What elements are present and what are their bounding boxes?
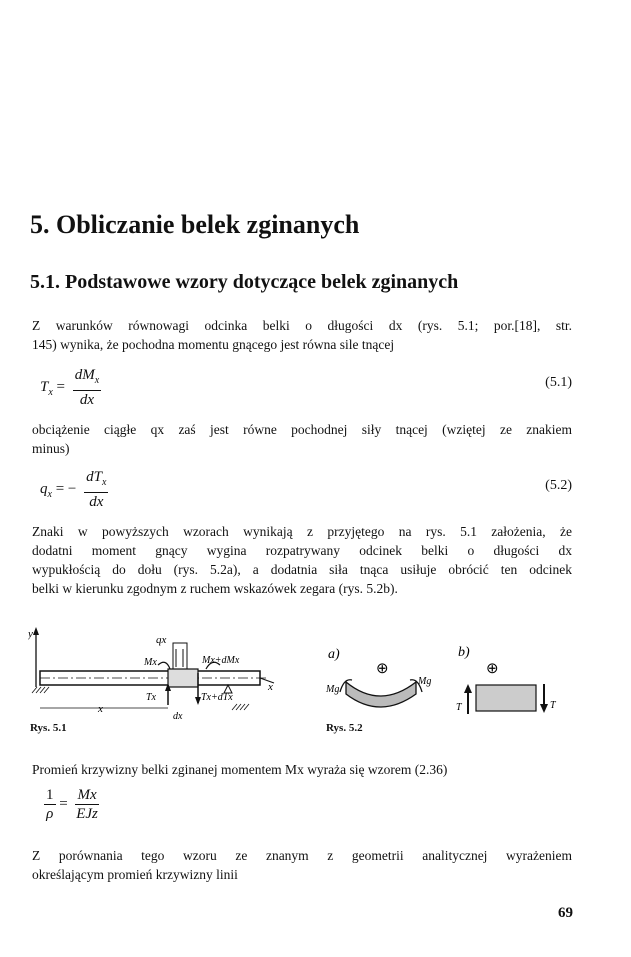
paragraph-3 [32, 522, 572, 598]
x-axis-label: x [268, 681, 273, 693]
eq-fraction [84, 468, 108, 511]
paragraph-1 [32, 316, 572, 354]
figure-5-1-caption: Rys. 5.1 [30, 722, 67, 734]
t-left-label: T [456, 702, 462, 713]
paragraph-4 [32, 760, 572, 779]
figure-5-2-caption: Rys. 5.2 [326, 722, 363, 734]
paragraph-line: Z porównania tego wzoru ze znanym z geometrii analitycznej wyrażeniem [32, 848, 572, 863]
qx-label: qx [156, 634, 167, 646]
tx-dtx-label: Tx+dTx [201, 692, 233, 703]
eq-lhs-sub: x [47, 488, 52, 500]
mx-label: Mx [144, 657, 157, 668]
equation-5-1: $T_x$ = $\frac{dM_x}{dx}$ [40, 367, 100, 408]
x-dimension-label: x [98, 703, 103, 715]
eq-lhs-sub: x [48, 386, 53, 398]
figure-5-2 [318, 640, 580, 720]
t-right-label: T [550, 700, 556, 711]
plus-sign-icon: ⊕ [376, 661, 389, 677]
eq-fraction [75, 786, 98, 823]
eq-denominator: EJz [76, 806, 98, 822]
y-axis-label: y [28, 628, 33, 640]
figure-5-1 [28, 625, 298, 725]
figure-a-label: a) [328, 647, 340, 662]
mg-right-label: Mg [418, 676, 432, 687]
eq-sign: = − [55, 480, 77, 497]
paragraph-line: Promień krzywizny belki zginanej momentem Mx wyraża się wzorem (2.36) [32, 762, 448, 777]
eq-denominator: dx [89, 494, 104, 510]
eq-denominator: dx [79, 392, 95, 408]
paragraph-line: obciążenie ciągłe qx zaś jest równe pochodnej siły tnącej (wziętej ze znakiem [32, 422, 572, 437]
equation-5-2 [40, 468, 108, 511]
equation-curvature: $\frac{1}{\rho}$ = $\frac{Mx}{\text{EJz}}$ [46, 787, 98, 822]
equation-number: (5.2) [545, 478, 572, 493]
paragraph-line: dodatni moment gnący wygina rozpatrywany odcinek belki o długości dx [32, 543, 572, 558]
mg-left-label: Mg [326, 684, 340, 695]
paragraph-line: Z warunków równowagi odcinka belki o długości dx (rys. 5.1; por.[18], str. [32, 318, 572, 333]
paragraph-line: wypukłością do dołu (rys. 5.2a), a dodatnia siła tnąca usiłuje obrócić ten odcinek [32, 562, 572, 577]
eq-numerator: Mx [77, 787, 97, 803]
plus-sign-icon: ⊕ [486, 661, 499, 677]
eq-fraction [44, 786, 56, 823]
eq-numerator: dM [74, 367, 95, 383]
equation-number: (5.1) [545, 375, 572, 390]
eq-denominator: ρ [46, 806, 54, 822]
eq-fraction [73, 366, 101, 409]
paragraph-line: Znaki w powyższych wzorach wynikają z przyjętego na rys. 5.1 założenia, że [32, 524, 572, 539]
mx-dmx-label: Mx+dMx [202, 655, 240, 666]
eq-numerator-sub: x [101, 477, 107, 488]
page-number: 69 [558, 905, 573, 921]
figure-b-label: b) [458, 645, 470, 660]
paragraph-2 [32, 420, 572, 458]
paragraph-line: minus) [32, 441, 70, 456]
paragraph-line: belki w kierunku zgodnym z ruchem wskazówek zegara (rys. 5.2b). [32, 581, 398, 596]
dx-label: dx [173, 711, 183, 722]
eq-numerator-sub: x [94, 375, 100, 386]
eq-numerator: 1 [46, 787, 54, 803]
section-title: 5.1. Podstawowe wzory dotyczące belek zginanych [30, 271, 459, 293]
paragraph-line: określającym promień krzywizny linii [32, 867, 238, 882]
eq-numerator: dT [86, 469, 102, 485]
eq-lhs: q [40, 480, 48, 497]
paragraph-5 [32, 846, 572, 884]
paragraph-line: 145) wynika, że pochodna momentu gnącego jest równa sile tnącej [32, 337, 395, 352]
eq-lhs: T [40, 378, 49, 395]
tx-label: Tx [146, 692, 156, 703]
chapter-title: 5. Obliczanie belek zginanych [30, 210, 360, 239]
